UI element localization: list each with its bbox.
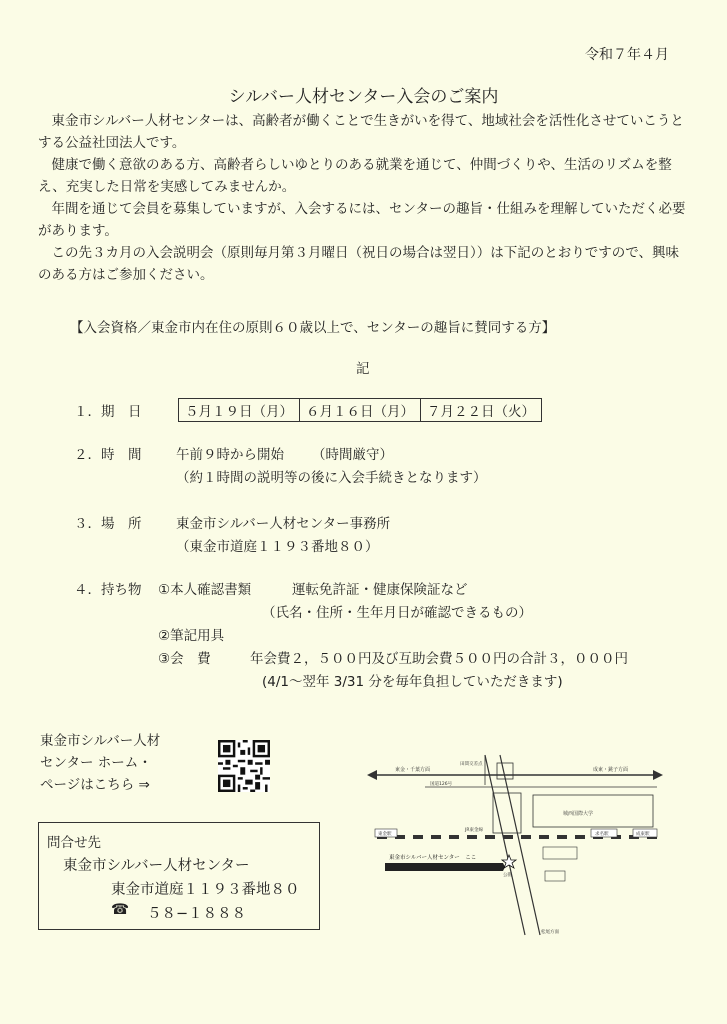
- intro-paragraph-3: 年間を通じて会員を募集していますが、入会するには、センターの趣旨・仕組みを理解していただく必要があります。: [38, 201, 686, 239]
- intro-paragraph-1: 東金市シルバー人材センターは、高齢者が働くことで生きがいを得て、地域社会を活性化させていこうとする公益社団法人です。: [38, 113, 684, 151]
- item-2: ②筆記用具: [158, 628, 225, 644]
- time-value: 午前９時から開始: [176, 447, 284, 463]
- time-note: （時間厳守）: [312, 447, 393, 463]
- map-station-mid: 求名駅: [595, 832, 609, 837]
- map-top-label: 田間交差点: [460, 762, 483, 767]
- place-sub: （東金市道庭１１９３番地８０）: [176, 539, 379, 555]
- map-park: 公園: [503, 873, 512, 878]
- map-center-label: 東金市シルバー人材センター ここ: [389, 855, 477, 861]
- intro-paragraph-4: この先３カ月の入会説明会（原則毎月第３月曜日（祝日の場合は翌日））は下記のとおりですので、興味のある方はご参加ください。: [38, 245, 679, 283]
- session-date-2: ６月１６日（月）: [300, 399, 421, 421]
- map-route: 国道126号: [430, 782, 453, 787]
- place-value: 東金市シルバー人材センター事務所: [176, 516, 391, 532]
- qr-code[interactable]: [218, 740, 270, 792]
- homepage-text: [40, 730, 160, 796]
- item-3-value: 年会費２，５００円及び互助会費５００円の合計３，０００円: [250, 651, 628, 667]
- contact-address: 東金市道庭１１９３番地８０: [111, 882, 300, 898]
- map-road-left: 東金・千葉方面: [395, 767, 431, 773]
- intro-paragraph-2: 健康で働く意欲のある方、高齢者らしいゆとりのある就業を通じて、仲間づくりや、生活のリズムを整え、充実した日常を実感してみませんか。: [38, 157, 672, 195]
- membership-requirement: 【入会資格／東金市内在住の原則６０歳以上で、センターの趣旨に賛同する方】: [70, 320, 556, 336]
- map-rail: JR東金線: [465, 828, 483, 833]
- phone-icon: ☎: [111, 902, 130, 918]
- item-3-sub: (4/1～翌年 3/31 分を毎年負担していただきます): [262, 674, 563, 690]
- map-station-left: 東金駅: [378, 832, 392, 837]
- contact-box: [38, 822, 320, 930]
- date-label: １．期 日: [74, 404, 142, 420]
- session-dates-box: [178, 398, 542, 422]
- map-bottom-label: 松尾方面: [541, 930, 559, 935]
- time-label: ２．時 間: [74, 447, 142, 463]
- page-title: シルバー人材センター入会のご案内: [228, 87, 499, 107]
- item-1-value: 運転免許証・健康保険証など: [292, 582, 468, 598]
- document-date: 令和７年４月: [585, 47, 669, 63]
- contact-phone: ５８−１８８８: [147, 906, 247, 922]
- item-1: ①本人確認書類: [158, 582, 252, 598]
- ki-mark: 記: [356, 361, 370, 377]
- time-sub: （約１時間の説明等の後に入会手続きとなります）: [176, 470, 487, 486]
- session-date-1: ５月１９日（月）: [179, 399, 300, 421]
- place-label: ３．場 所: [74, 516, 142, 532]
- item-1-sub: （氏名・住所・生年月日が確認できるもの）: [262, 605, 532, 621]
- items-label: ４．持ち物: [74, 582, 142, 598]
- contact-name: 東金市シルバー人材センター: [63, 858, 250, 874]
- item-3: ③会 費: [158, 651, 211, 667]
- location-map: [365, 745, 665, 945]
- map-road-right: 成東・銚子方面: [593, 767, 629, 773]
- homepage-line-1: 東金市シルバー人材: [40, 733, 161, 749]
- map-station-right: 成東駅: [636, 832, 650, 837]
- homepage-line-3: ページはこちら ⇒: [40, 777, 150, 793]
- session-date-3: ７月２２日（火）: [427, 404, 535, 420]
- map-university: 城西国際大学: [563, 811, 594, 817]
- contact-heading: 問合せ先: [47, 835, 101, 851]
- homepage-line-2: センター ホーム・: [40, 755, 152, 771]
